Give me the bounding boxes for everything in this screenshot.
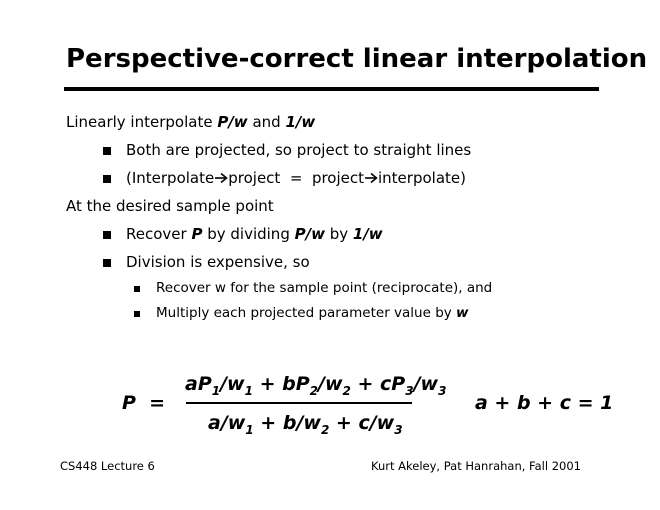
math-one-over-w: 1/w: [285, 113, 316, 131]
right-arrow-icon: [214, 172, 228, 184]
bullet-recover-w: Recover w for the sample point (reciprocate), and: [156, 280, 493, 296]
bullet-both-projected: Both are projected, so project to straight lines: [126, 141, 472, 159]
fraction-bar: [186, 402, 412, 404]
bullet-recover-p: Recover P by dividing P/w by 1/w: [126, 225, 383, 243]
bullet-square: [103, 175, 111, 183]
bullet-square-small: [134, 286, 140, 292]
title-underline: [64, 87, 599, 91]
bullet-square: [103, 147, 111, 155]
bullet-square: [103, 231, 111, 239]
footer-course: CS448 Lecture 6: [60, 459, 155, 473]
math-p-over-w: P/w: [217, 113, 248, 131]
bullet-multiply-parameter: Multiply each projected parameter value by w: [156, 305, 469, 321]
equation-denominator: $a/w_1 + b/w_2 + c/w_3$: [208, 412, 403, 437]
bullet-interpolate-project: (Interpolate project = project interpolate): [126, 169, 466, 187]
bullet-division-expensive: Division is expensive, so: [126, 253, 310, 271]
footer-authors: Kurt Akeley, Pat Hanrahan, Fall 2001: [371, 459, 581, 473]
slide-title: Perspective-correct linear interpolation: [66, 44, 648, 74]
bullet-linearly-interpolate: Linearly interpolate P/w and 1/w: [66, 113, 316, 131]
bullet-square-small: [134, 311, 140, 317]
equation-lhs: P =: [122, 392, 166, 414]
bullet-desired-sample-point: At the desired sample point: [66, 197, 274, 215]
right-arrow-icon: [364, 172, 378, 184]
bullet-square: [103, 259, 111, 267]
equation-numerator: $aP_1/w_1 + bP_2/w_2 + cP_3/w_3$: [185, 373, 447, 398]
equation-constraint: a + b + c = 1: [475, 392, 614, 414]
